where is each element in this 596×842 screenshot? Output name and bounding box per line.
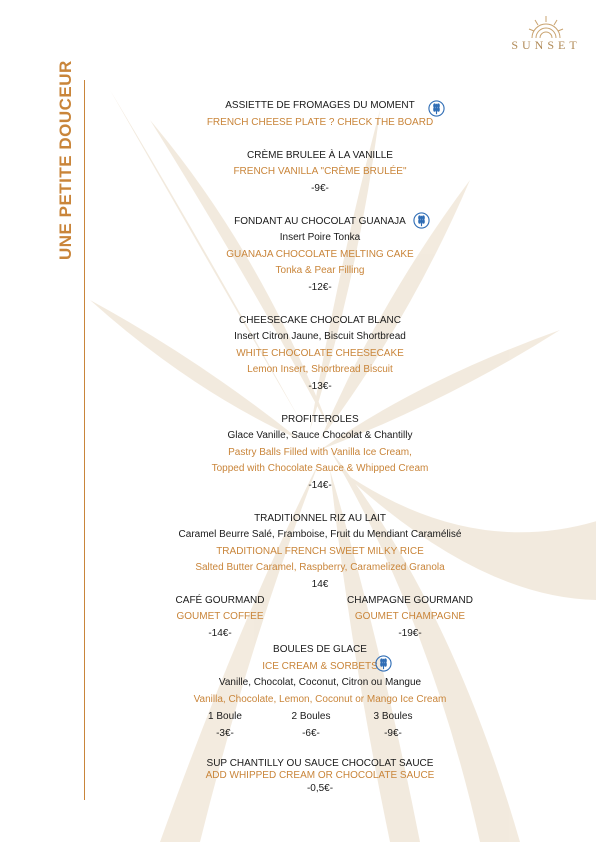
item-riz-en: TRADITIONAL FRENCH SWEET MILKY RICE [216,546,424,557]
brand-name: SUNSET [511,38,581,52]
item-cheese-title: ASSIETTE DE FROMAGES DU MOMENT [225,100,415,111]
item-cheesecake-en-desc: Lemon Insert, Shortbread Biscuit [247,364,393,375]
item-riz-price: 14€ [311,579,329,590]
glace-option-label: 3 Boules [373,711,413,722]
item-profiteroles-price: -14€- [308,480,332,491]
item-glace-en: ICE CREAM & SORBETS [262,661,378,672]
item-supplement-en: ADD WHIPPED CREAM OR CHOCOLATE SAUCE [205,770,435,781]
item-profiteroles-en-desc2: Topped with Chocolate Sauce & Whipped Cream [211,463,429,474]
item-fondant-en: GUANAJA CHOCOLATE MELTING CAKE [226,249,414,260]
item-fondant-desc: Insert Poire Tonka [279,232,361,243]
item-riz-en-desc: Salted Butter Caramel, Raspberry, Caramelized Granola [195,562,445,573]
glace-option-label: 2 Boules [291,711,331,722]
item-riz-desc: Caramel Beurre Salé, Framboise, Fruit du Mendiant Caramélisé [178,529,462,540]
item-champagne-price: -19€- [398,628,422,639]
item-riz-title: TRADITIONNEL RIZ AU LAIT [254,513,386,524]
wheat-icon [428,100,445,117]
item-cheese-en: FRENCH CHEESE PLATE ? CHECK THE BOARD [206,117,434,128]
item-glace-desc: Vanille, Chocolat, Coconut, Citron ou Mangue [218,677,422,688]
item-cafe-price: -14€- [208,628,232,639]
item-glace-title: BOULES DE GLACE [273,644,367,655]
item-creme-en: FRENCH VANILLA "CRÈME BRULÉE" [233,166,407,177]
item-cheesecake-title: CHEESECAKE CHOCOLAT BLANC [239,315,401,326]
item-champagne-en: GOUMET CHAMPAGNE [354,611,466,622]
item-creme-price: -9€- [311,183,329,194]
sun-logo-icon [526,14,566,40]
item-profiteroles-en-desc1: Pastry Balls Filled with Vanilla Ice Cream, [228,447,412,458]
brand-logo [500,14,592,66]
item-cafe-title: CAFÉ GOURMAND [175,595,265,606]
glace-option-label: 1 Boule [208,711,242,722]
item-fondant-title: FONDANT AU CHOCOLAT GUANAJA [234,216,406,227]
item-champagne-title: CHAMPAGNE GOURMAND [347,595,473,606]
item-cheesecake-price: -13€- [308,381,332,392]
item-creme-title: CRÈME BRULEE À LA VANILLE [247,150,393,161]
wheat-icon [413,212,430,229]
section-title: UNE PETITE DOUCEUR [56,60,75,260]
item-fondant-en-desc: Tonka & Pear Filling [275,265,365,276]
glace-option-price: -9€- [384,728,402,739]
item-fondant-price: -12€- [308,282,332,293]
item-cheesecake-desc: Insert Citron Jaune, Biscuit Shortbread [234,331,406,342]
divider-line [84,80,85,800]
item-glace-en-desc: Vanilla, Chocolate, Lemon, Coconut or Mango Ice Cream [193,694,447,705]
item-supplement-price: -0,5€- [306,783,334,794]
item-cheesecake-en: WHITE CHOCOLATE CHEESECAKE [236,348,404,359]
item-cafe-en: GOUMET COFFEE [176,611,264,622]
item-profiteroles-desc: Glace Vanille, Sauce Chocolat & Chantilly [227,430,413,441]
item-profiteroles-title: PROFITEROLES [281,414,359,425]
item-supplement-title: SUP CHANTILLY OU SAUCE CHOCOLAT SAUCE [206,758,434,769]
wheat-icon [375,655,392,672]
glace-option-price: -6€- [302,728,320,739]
glace-option-price: -3€- [216,728,234,739]
